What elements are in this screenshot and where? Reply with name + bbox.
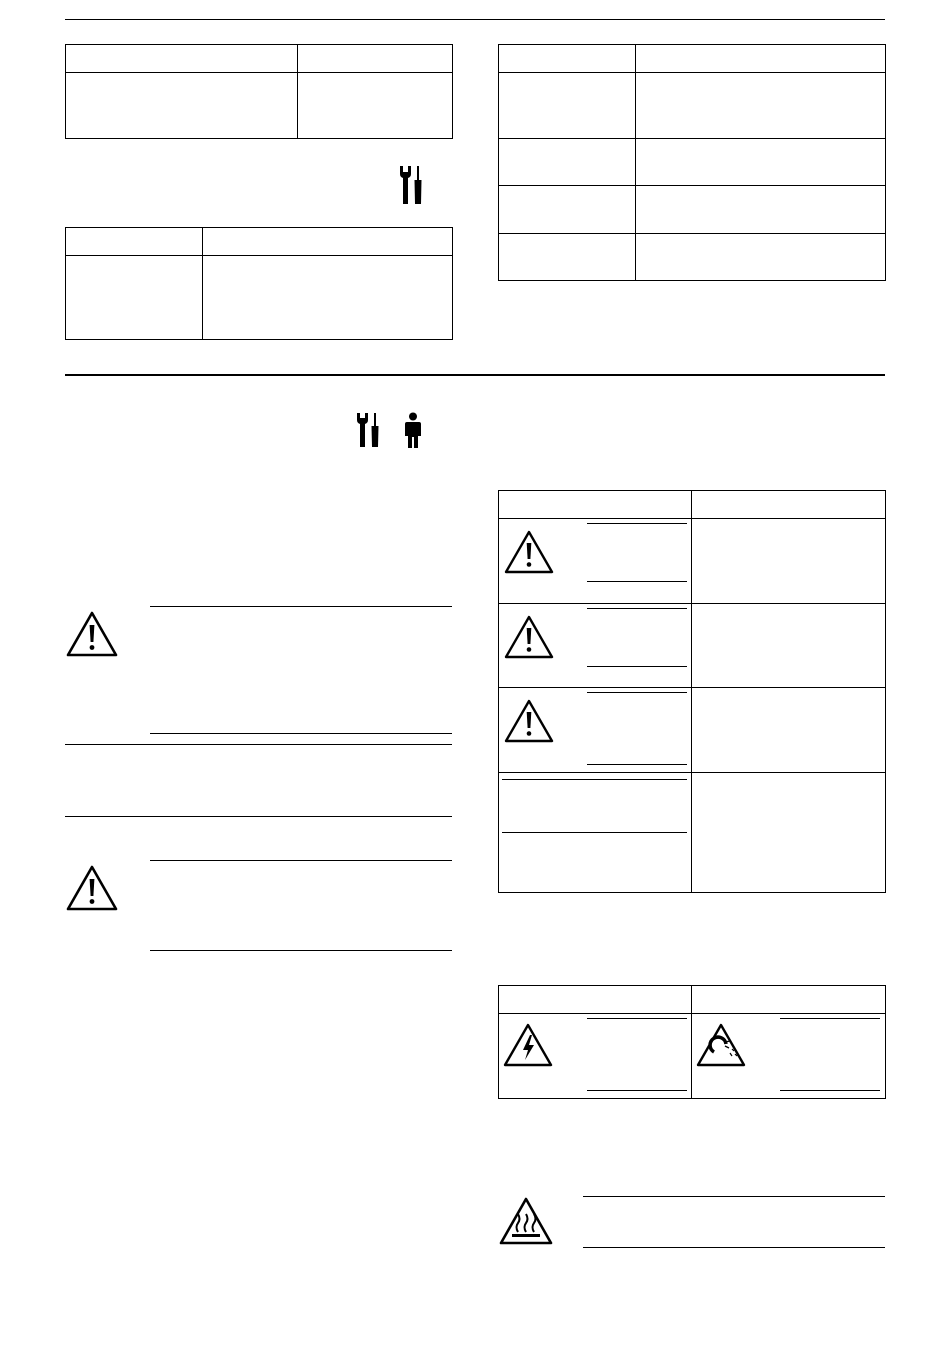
signal-word-rule	[502, 779, 687, 780]
table-header-cell	[499, 986, 692, 1014]
warning-rule-top	[150, 860, 452, 861]
table-cell	[636, 186, 886, 234]
signal-word-rule	[502, 832, 687, 833]
top-rule	[65, 19, 885, 20]
table-cell	[636, 139, 886, 186]
signal-word-rule	[587, 666, 687, 667]
table-header-cell	[636, 45, 886, 73]
table-header-cell	[692, 986, 886, 1014]
symbol-cell	[499, 604, 692, 688]
table-cell	[499, 234, 636, 281]
warning-rule-bottom	[150, 950, 452, 951]
signal-word-rule	[780, 1090, 880, 1091]
table-hazard-symbols	[498, 985, 886, 1099]
table-safety-symbols	[498, 490, 886, 893]
table-cell	[66, 73, 298, 139]
symbol-cell	[499, 1014, 692, 1099]
table-cell	[692, 519, 886, 604]
warning-triangle-icon	[503, 698, 555, 744]
table-cell	[499, 186, 636, 234]
warning-rule-top	[583, 1196, 885, 1197]
warning-rule-bottom	[150, 733, 452, 734]
symbol-cell	[499, 773, 692, 893]
table-mid-left	[65, 227, 453, 340]
note-rule-bottom	[65, 816, 452, 817]
table-top-left	[65, 44, 453, 139]
signal-word-rule	[587, 764, 687, 765]
table-cell	[636, 73, 886, 139]
table-cell	[499, 73, 636, 139]
table-cell	[692, 604, 886, 688]
table-header-cell	[499, 45, 636, 73]
warning-rule-top	[150, 606, 452, 607]
signal-word-rule	[587, 1090, 687, 1091]
signal-word-rule	[780, 1018, 880, 1019]
symbol-cell	[499, 519, 692, 604]
signal-word-rule	[587, 1018, 687, 1019]
table-cell	[66, 256, 203, 340]
table-cell	[692, 688, 886, 773]
warning-rule-bottom	[583, 1247, 885, 1248]
table-cell	[636, 234, 886, 281]
warning-triangle-icon	[65, 864, 119, 912]
note-rule-top	[65, 744, 452, 745]
signal-word-rule	[587, 523, 687, 524]
hot-surface-icon	[498, 1196, 554, 1246]
electric-hazard-icon	[502, 1022, 554, 1068]
table-cell	[203, 256, 453, 340]
section-rule	[65, 374, 885, 376]
table-header-cell	[298, 45, 453, 73]
table-header-cell	[203, 228, 453, 256]
table-cell	[298, 73, 453, 139]
magnetic-field-icon	[695, 1022, 747, 1068]
warning-triangle-icon	[65, 610, 119, 658]
table-top-right	[498, 44, 886, 281]
wrench-screwdriver-icon	[355, 411, 381, 449]
warning-triangle-icon	[503, 529, 555, 575]
table-header-cell	[499, 491, 692, 519]
symbol-cell	[499, 688, 692, 773]
signal-word-rule	[587, 692, 687, 693]
table-cell	[692, 773, 886, 893]
warning-triangle-icon	[503, 614, 555, 660]
table-header-cell	[692, 491, 886, 519]
table-header-cell	[66, 45, 298, 73]
signal-word-rule	[587, 608, 687, 609]
table-header-cell	[66, 228, 203, 256]
symbol-cell	[692, 1014, 886, 1099]
wrench-screwdriver-icon	[398, 164, 424, 206]
signal-word-rule	[587, 581, 687, 582]
person-icon	[403, 412, 423, 450]
table-cell	[499, 139, 636, 186]
